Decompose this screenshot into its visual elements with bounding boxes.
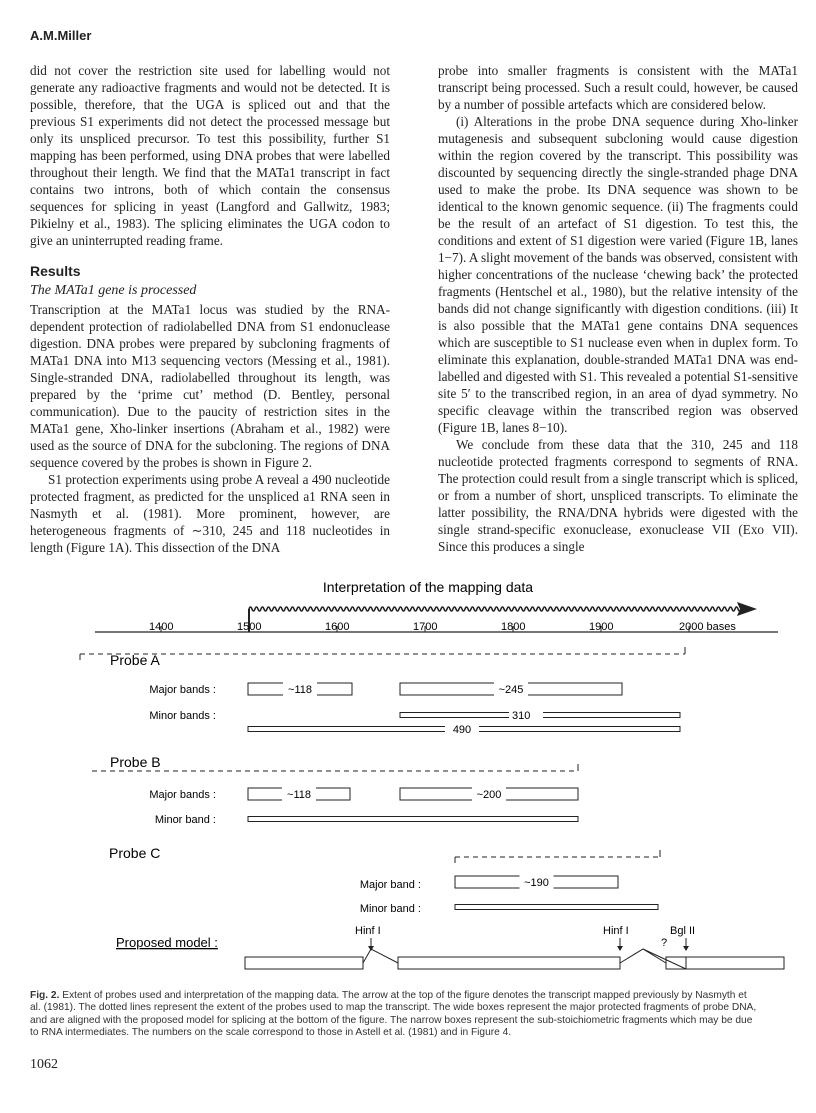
scale-tick-label: 2000 bases bbox=[679, 621, 736, 633]
restriction-site-label: Hinf I bbox=[355, 925, 381, 937]
figure-caption bbox=[30, 990, 760, 1039]
exon-box bbox=[245, 957, 363, 969]
scale-tick-label: 1900 bbox=[589, 621, 614, 633]
probe-name: Probe B bbox=[110, 754, 161, 770]
caption-label: Fig. 2. bbox=[30, 990, 60, 1001]
exon-box bbox=[398, 957, 620, 969]
scale-tick-label: 1400 bbox=[149, 621, 174, 633]
scale-tick-label: 1800 bbox=[501, 621, 526, 633]
band-row-label: Minor band : bbox=[154, 814, 216, 826]
intro-paragraph: did not cover the restriction site used for labelling would not generate any radioactive fragments and would not be detected. It is possible, therefore, that the UGA is spliced out and that the previous S1 experiments did not detect the processed message but only its unspliced precursor. To test this possibility, further S1 mapping has been performed, using DNA probes that were labelled throughout their length. We find that the MATa1 transcript in fact contains two introns, both of which contain the consensus sequences for splicing in yeast (Langford and Gallwitz, 1983; Pikielny et al., 1983). The splicing eliminates the UGA codon to give an uninterrupted reading frame. bbox=[30, 63, 390, 248]
body-paragraph: Transcription at the MATa1 locus was studied by the RNA-dependent protection of radiolabelled DNA from S1 endonuclease digestion. DNA probes were prepared by subcloning fragments of MATa1 DNA into M13 sequencing vectors (Messing et al., 1981). Single-stranded DNA, radiolabelled throughout its length, was prepared by the ‘prime cut’ method (D. Bentley, personal communication). Due to the paucity of restriction sites in the MATa1 gene, Xho-linker insertions (Abraham et al., 1982) were used as the source of DNA for the subcloning. The regions of DNA sequence covered by the probes is shown in Figure 2. bbox=[30, 302, 390, 470]
restriction-site-label: Hinf I bbox=[603, 925, 629, 937]
band-row-label: Minor band : bbox=[359, 903, 421, 915]
band-size-label: ~190 bbox=[524, 877, 549, 889]
body-paragraph: probe into smaller fragments is consistent with the MATa1 transcript being processed. Such a result could, however, be caused by a number of possible artefacts which are considered below. bbox=[438, 63, 798, 112]
band-size-label: 490 bbox=[452, 724, 472, 736]
body-paragraph: S1 protection experiments using probe A reveal a 490 nucleotide protected fragment, as predicted for the unspliced a1 RNA seen in Nasmyth et al. (1981). More prominent, however, are heterogeneous fragments of ∼310, 245 and 118 nucleotides in length (Figure 1A). This dissection of the DNA bbox=[30, 472, 390, 555]
question-mark: ? bbox=[661, 937, 668, 949]
section-heading: Results bbox=[30, 263, 81, 279]
subsection-heading: The MATa1 gene is processed bbox=[30, 283, 197, 298]
down-arrow-icon bbox=[683, 946, 689, 951]
page-number: 1062 bbox=[30, 1057, 58, 1072]
transcript-arrow bbox=[249, 607, 741, 611]
model-label: Proposed model : bbox=[116, 935, 218, 950]
figure-title: Interpretation of the mapping data bbox=[322, 579, 534, 595]
arrow-head-icon bbox=[737, 602, 757, 616]
band-size-label: 310 bbox=[512, 710, 531, 722]
band-size-label: ~118 bbox=[288, 684, 312, 696]
exon-box bbox=[666, 957, 784, 969]
band-row-label: Major bands : bbox=[149, 684, 216, 696]
band-row-label: Major bands : bbox=[149, 789, 216, 801]
minor-band-box bbox=[248, 817, 578, 822]
scale-tick-label: 1700 bbox=[413, 621, 438, 633]
running-header-author: A.M.Miller bbox=[30, 28, 92, 43]
scale-tick-label: 1500 bbox=[237, 621, 262, 633]
band-row-label: Minor bands : bbox=[149, 710, 216, 722]
restriction-site-label: Bgl II bbox=[670, 925, 696, 937]
band-size-label: ~245 bbox=[498, 684, 524, 696]
band-row-label: Major band : bbox=[359, 879, 421, 891]
probe-name: Probe C bbox=[109, 845, 161, 861]
band-size-label: ~200 bbox=[476, 789, 502, 801]
down-arrow-icon bbox=[617, 946, 623, 951]
caption-text: Extent of probes used and interpretation of the mapping data. The arrow at the top of the figure denotes the transcript mapped previously by Nasmyth et al. (1981). The dotted lines represent the extent of the probes used to map the transcript. The wide boxes represent the major protected fragments of probe DNA, and are aligned with the proposed model for splicing at the bottom of the figure. The narrow boxes represent the sub-stoichiometric fragments which may be due to RNA intermediates. The numbers on the scale correspond to those in Astell et al. (1981) and in Figure 4. bbox=[30, 990, 757, 1038]
body-paragraph: We conclude from these data that the 310, 245 and 118 nucleotide protected fragments correspond to segments of RNA. The protection could result from a single transcript which is spliced, or from a number of short, unspliced transcripts. To eliminate the latter possibility, the RNA/DNA hybrids were digested with the single strand-specific exonuclease, exonuclease VII (Exo VII). Since this produces a single bbox=[438, 437, 798, 554]
band-size-label: ~118 bbox=[287, 789, 311, 801]
scale-tick-label: 1600 bbox=[325, 621, 350, 633]
probe-name: Probe A bbox=[110, 652, 160, 668]
intron-splice-line bbox=[363, 949, 398, 963]
minor-band-box bbox=[455, 905, 658, 910]
body-paragraph: (i) Alterations in the probe DNA sequence during Xho-linker mutagenesis and subsequent subcloning would cause digestion within the region covered by the transcript. This possibility was discounted by sequencing directly the single-stranded phage DNA used to make the probe. Its DNA sequence was shown to be identical to the known genomic sequence. (ii) The fragments could be the result of an artefact of S1 digestion. To test this, the conditions and extent of S1 digestion were varied (Figure 1B, lanes 1−7). A slight movement of the bands was observed, consistent with higher concentrations of the nuclease ‘chewing back’ the protected fragments (Hentschel et al., 1980), but the relative intensity of the bands did not change significantly with digestion conditions. (iii) It is also possible that the MATa1 gene contains DNA sequences which are susceptible to S1 nuclease even when in duplex form. To eliminate this explanation, double-stranded MATa1 DNA was end-labelled and digested with S1. This revealed a potential S1-sensitive site 5′ to the transcribed region, in an area of dyad symmetry. No specific cleavage within the transcribed region was observed (Figure 1B, lanes 8−10). bbox=[438, 114, 798, 435]
